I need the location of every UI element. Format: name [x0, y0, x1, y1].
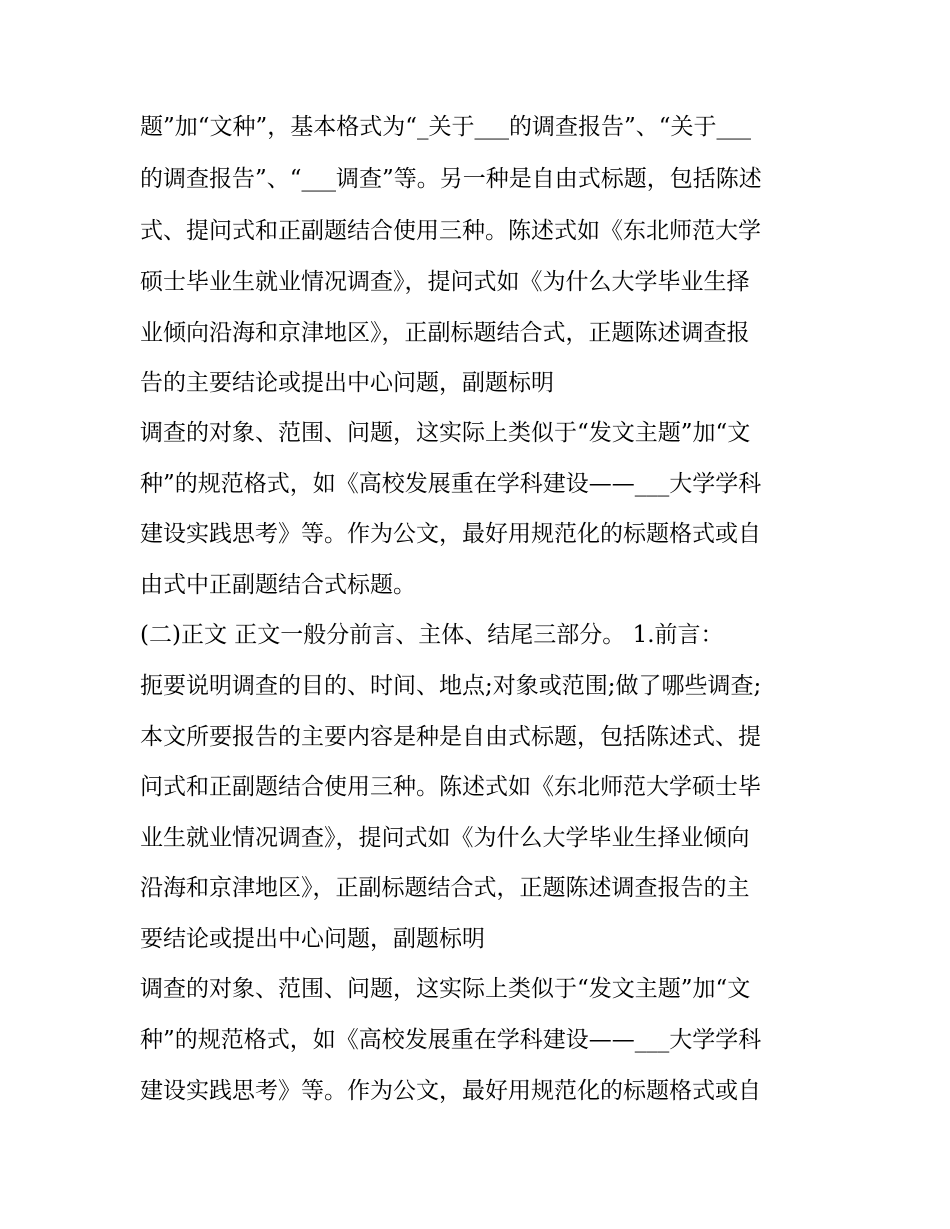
- text-line: 式、提问式和正副题结合使用三种。陈述式如《东北师范大学: [140, 218, 761, 244]
- text-line: 扼要说明调查的目的、时间、地点;对象或范围;做了哪些调查;: [140, 673, 762, 699]
- text-line: 调查的对象、范围、问题，这实际上类似于“发文主题”加“文: [140, 420, 751, 446]
- text-line: 硕士毕业生就业情况调查》，提问式如《为什么大学毕业生择: [140, 269, 750, 295]
- text-line: 种”的规范格式，如《高校发展重在学科建设——___大学学科: [140, 471, 762, 497]
- text-line: 调查的对象、范围、问题，这实际上类似于“发文主题”加“文: [140, 976, 751, 1002]
- text-line: 建设实践思考》等。作为公文，最好用规范化的标题格式或自: [140, 1078, 761, 1104]
- text-line: 种”的规范格式，如《高校发展重在学科建设——___大学学科: [140, 1027, 762, 1053]
- text-line: 本文所要报告的主要内容是种是自由式标题，包括陈述式、提: [140, 724, 761, 750]
- text-line: 告的主要结论或提出中心问题，副题标明: [140, 370, 554, 396]
- text-line: 业生就业情况调查》，提问式如《为什么大学毕业生择业倾向: [140, 825, 750, 851]
- text-line: 的调查报告”、“___调查”等。另一种是自由式标题，包括陈述: [140, 166, 762, 192]
- text-line: 要结论或提出中心问题，副题标明: [140, 926, 485, 952]
- text-line: 题”加“文种”，基本格式为“_关于___的调查报告”、“关于___: [140, 114, 752, 140]
- text-line: 建设实践思考》等。作为公文，最好用规范化的标题格式或自: [140, 521, 761, 547]
- text-line: 由式中正副题结合式标题。: [140, 572, 416, 598]
- text-line: 业倾向沿海和京津地区》，正副标题结合式，正题陈述调查报: [140, 320, 750, 346]
- text-line: 问式和正副题结合使用三种。陈述式如《东北师范大学硕士毕: [140, 774, 761, 800]
- text-line: (二)正文 正文一般分前言、主体、结尾三部分。 1.前言：: [140, 622, 724, 648]
- text-line: 沿海和京津地区》，正副标题结合式，正题陈述调查报告的主: [140, 875, 750, 901]
